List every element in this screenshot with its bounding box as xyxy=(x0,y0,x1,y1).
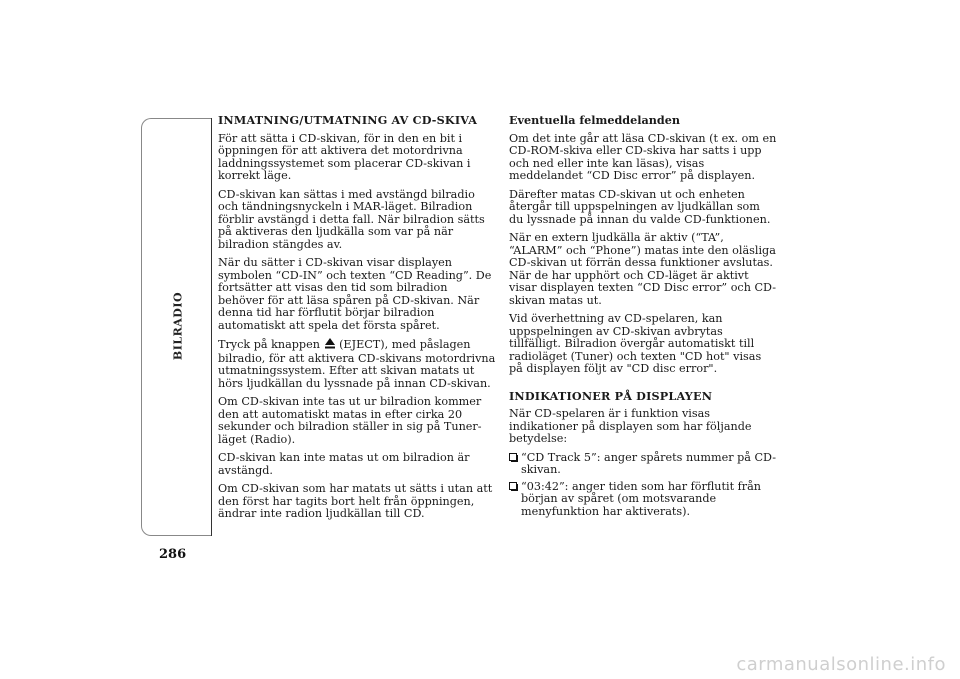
paragraph: När en extern ljudkälla är aktiv (“TA”, “ALARM” och “Phone”) matas inte den oläsliga CD-skivan ut förrän dessa funktioner avslutas. När de har upphört och CD-läget är aktivt visar displayen texten “CD Disc error” och CD-skivan matas ut. xyxy=(509,231,776,307)
paragraph: CD-skivan kan sättas i med avstängd bilradio och tändningsnyckeln i MAR-läget. Bilradion förblir avstängd i detta fall. När bilradion sätts på aktiveras den ljudkälla som var på när bilradion stängdes av. xyxy=(218,187,485,251)
paragraph: Därefter matas CD-skivan ut och enheten återgår till uppspelningen av ljudkällan som du lyssnade på innan du valde CD-funktionen. xyxy=(509,187,771,226)
eject-text-before: Tryck på knappen xyxy=(218,338,320,351)
page-number: 286 xyxy=(159,547,187,562)
paragraph: CD-skivan kan inte matas ut om bilradion är avstängd. xyxy=(218,451,470,477)
list-item-text: “CD Track 5”: anger spårets nummer på CD-skivan. xyxy=(521,450,777,476)
right-column xyxy=(509,114,777,522)
section-heading: INDIKATIONER PÅ DISPLAYEN xyxy=(509,388,713,403)
paragraph: När CD-spelaren är i funktion visas indikationer på displayen som har följande betydelse: xyxy=(509,407,752,445)
subsection-heading: Eventuella felmeddelanden xyxy=(509,113,680,127)
list-item xyxy=(509,452,777,477)
eject-icon xyxy=(325,338,335,353)
paragraph: För att sätta i CD-skivan, för in den en bit i öppningen för att aktivera det motordrivna laddningssystemet som placerar CD-skivan i korrekt läge. xyxy=(218,131,471,182)
checkbox-bullet-icon xyxy=(509,453,518,466)
chapter-label: BILRADIO xyxy=(171,291,185,361)
paragraph: Om CD-skivan som har matats ut sätts i utan att den först har tagits bort helt från öppningen, ändrar inte radion ljudkällan till CD. xyxy=(218,482,493,520)
paragraph-eject xyxy=(218,338,496,390)
list-item xyxy=(509,481,777,519)
paragraph: Vid överhettning av CD-spelaren, kan uppspelningen av CD-skivan avbrytas tillfälligt. Bilradion övergår automatiskt till radioläget (Tuner) och texten "CD hot" visas på displayen följt av "CD disc error". xyxy=(509,312,762,375)
margin-rule xyxy=(211,118,212,536)
section-heading: INMATNING/UTMATNING AV CD-SKIVA xyxy=(218,113,478,127)
checkbox-bullet-icon xyxy=(509,482,518,495)
list-item-text: “03:42”: anger tiden som har förflutit från början av spåret (om motsvarande menyfunktion har aktiverats). xyxy=(521,479,761,518)
left-column xyxy=(218,114,496,527)
watermark: carmanualsonline.info xyxy=(736,654,946,675)
eject-text-after: (EJECT), med påslagen bilradio, för att aktivera CD-skivans motordrivna utmatningssystem. Efter att skivan matats ut hörs ljudkällan du lyssnade på innan CD-skivan. xyxy=(218,338,496,390)
paragraph: Om CD-skivan inte tas ut ur bilradion kommer den att automatiskt matas in efter cirka 20 sekunder och bilradion ställer in sig på Tuner-läget (Radio). xyxy=(218,395,482,446)
paragraph: Om det inte går att läsa CD-skivan (t ex. om en CD-ROM-skiva eller CD-skiva har satts i upp och ned eller inte kan läsas), visas meddelandet “CD Disc error” på displayen. xyxy=(509,131,777,182)
paragraph: När du sätter i CD-skivan visar displayen symbolen “CD-IN” och texten “CD Reading”. De fortsätter att visas den tid som bilradion behöver för att läsa spåren på CD-skivan. När denna tid har förflutit börjar bilradion automatiskt att spela det första spåret. xyxy=(218,256,492,332)
